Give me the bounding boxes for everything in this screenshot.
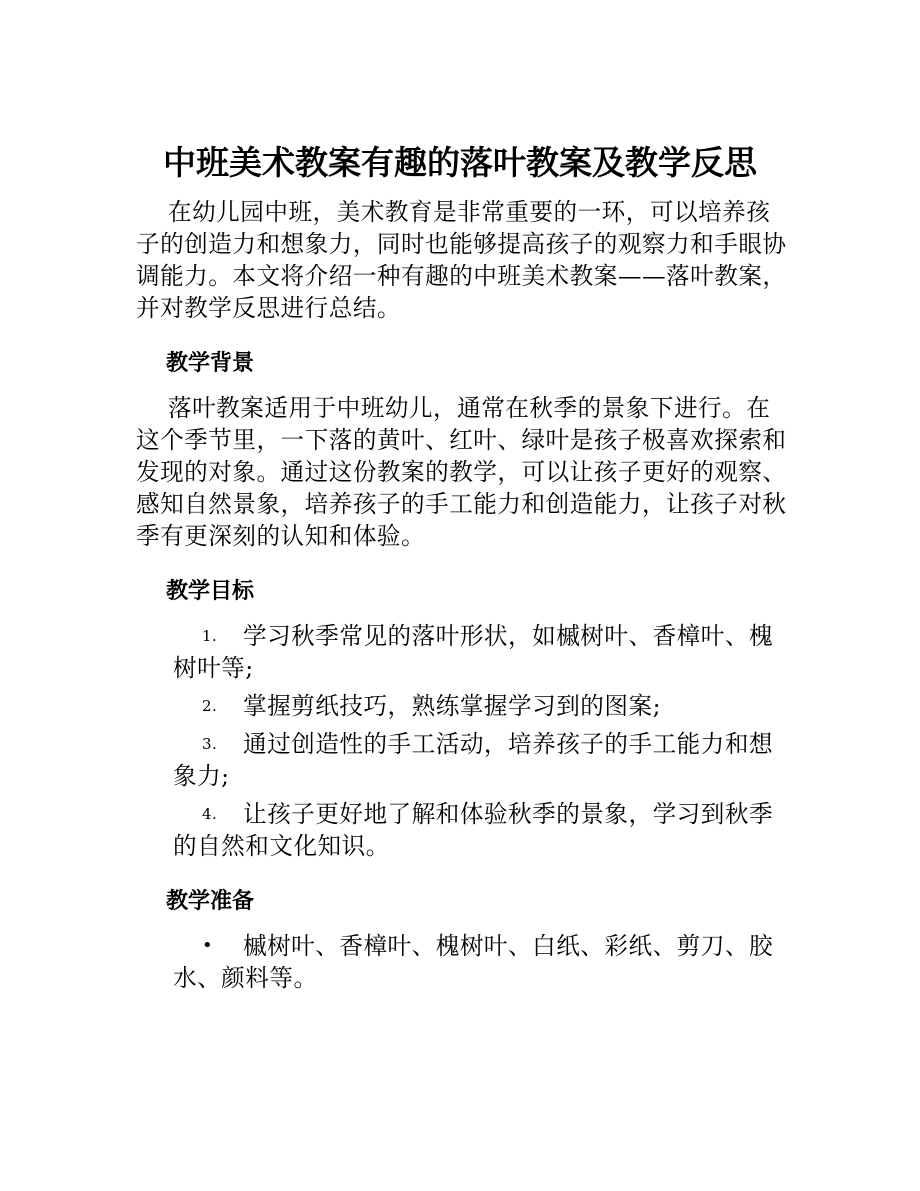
intro-paragraph: 在幼儿园中班，美术教育是非常重要的一环，可以培养孩子的创造力和想象力，同时也能够提高孩子的观察力和手眼协调能力。本文将介绍一种有趣的中班美术教案——落叶教案，并对教学反思进行总结。 xyxy=(136,198,787,322)
list-item-text: 通过创造性的手工活动，培养孩子的手工能力和想象力; xyxy=(173,730,774,790)
list-item xyxy=(136,620,788,684)
list-item-text: 掌握剪纸技巧，熟练掌握学习到的图案; xyxy=(243,692,662,720)
list-item-text: 学习秋季常见的落叶形状，如槭树叶、香樟叶、槐树叶等; xyxy=(173,622,774,682)
section-heading-background: 教学背景 xyxy=(166,350,255,376)
bullet-icon: • xyxy=(202,935,214,956)
background-paragraph: 落叶教案适用于中班幼儿，通常在秋季的景象下进行。在这个季节里，一下落的黄叶、红叶、绿叶是孩子极喜欢探索和发现的对象。通过这份教案的教学，可以让孩子更好的观察、感知自然景象，培养孩子的手工能力和创造能力，让孩子对秋季有更深刻的认知和体验。 xyxy=(136,394,787,550)
list-item xyxy=(136,690,788,722)
list-number: 1. xyxy=(202,627,218,645)
list-number: 2. xyxy=(202,697,218,715)
list-item-text: 让孩子更好地了解和体验秋季的景象，学习到秋季的自然和文化知识。 xyxy=(173,800,774,860)
list-item-text: 槭树叶、香樟叶、槐树叶、白纸、彩纸、剪刀、胶水、颜料等。 xyxy=(173,932,774,992)
list-number: 4. xyxy=(202,805,218,823)
document-body xyxy=(136,196,788,1000)
list-number: 3. xyxy=(202,735,218,753)
section-heading-goals: 教学目标 xyxy=(166,578,255,604)
list-item xyxy=(136,930,788,994)
list-item xyxy=(136,798,788,862)
preparation-list xyxy=(136,930,788,994)
goals-list xyxy=(136,620,788,862)
document-title: 中班美术教案有趣的落叶教案及教学反思 xyxy=(163,143,757,182)
list-item xyxy=(136,728,788,792)
section-heading-preparation: 教学准备 xyxy=(166,888,255,914)
